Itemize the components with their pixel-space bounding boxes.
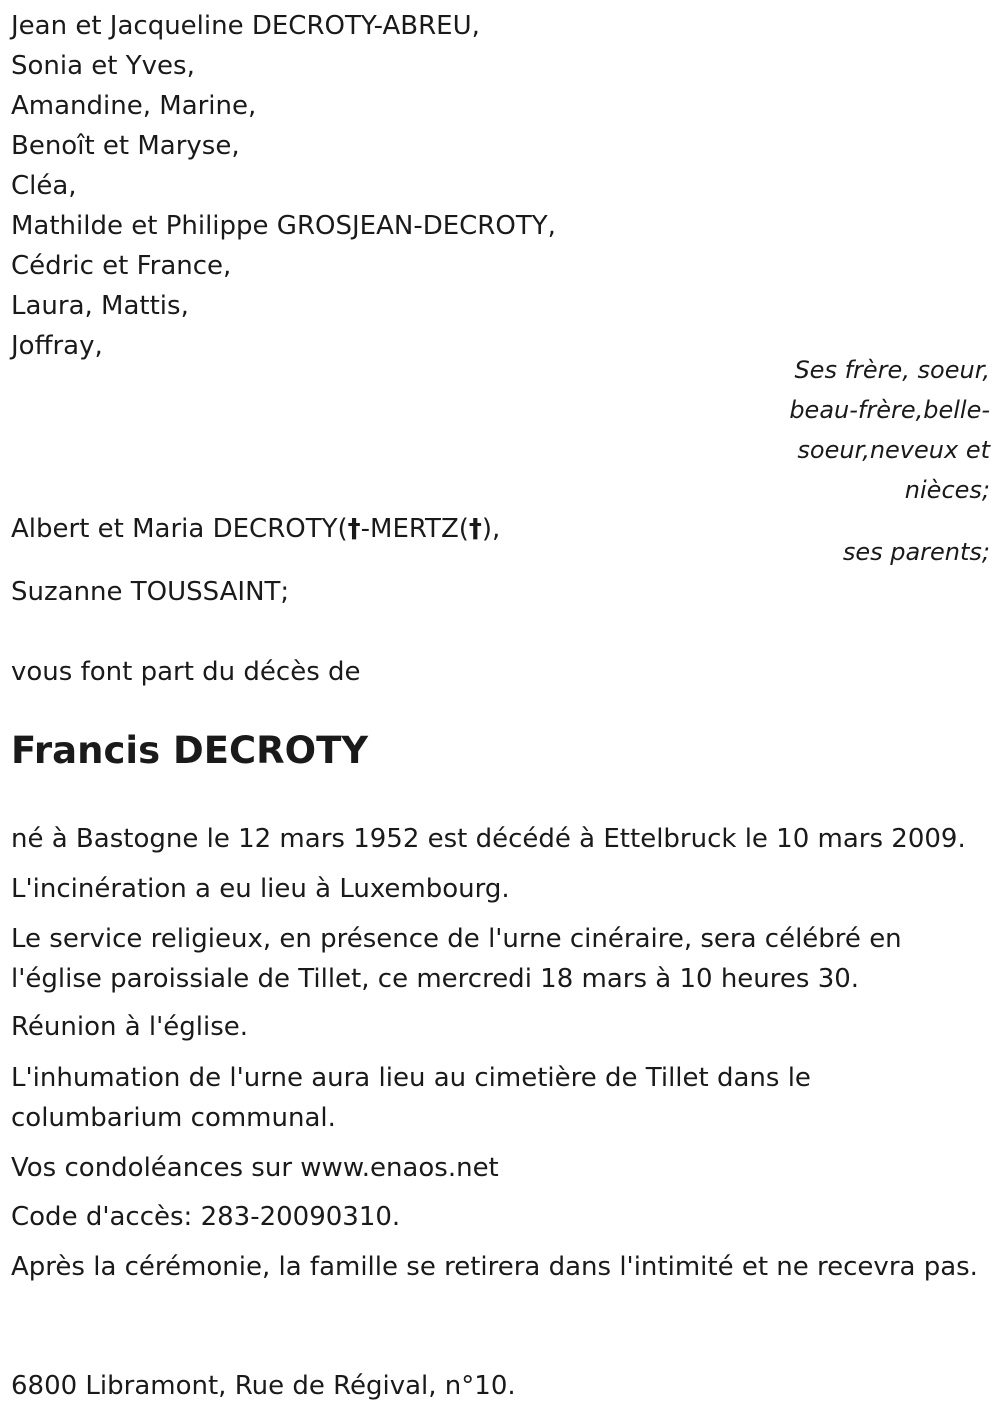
- detail-paragraph: Réunion à l'église.: [11, 1012, 249, 1042]
- family-names-list: [11, 6, 556, 366]
- parents-names-middle: -MERTZ(: [360, 514, 469, 544]
- family-name-line: Joffray,: [11, 331, 103, 361]
- parents-line: [11, 509, 500, 549]
- deceased-name-heading: Francis DECROTY: [11, 729, 369, 772]
- parents-names-suffix: ),: [481, 514, 501, 544]
- announcement-text: vous font part du décès de: [11, 657, 361, 687]
- companion-name: Suzanne TOUSSAINT;: [11, 577, 290, 607]
- parents-names-prefix: Albert et Maria DECROTY(: [11, 514, 348, 544]
- address-text: 6800 Libramont, Rue de Régival, n°10.: [11, 1371, 516, 1401]
- family-name-line: Benoît et Maryse,: [11, 131, 240, 161]
- family-name-line: Cédric et France,: [11, 251, 232, 281]
- family-name-line: Amandine, Marine,: [11, 91, 257, 121]
- access-code-text: Code d'accès: 283-20090310.: [11, 1202, 401, 1232]
- parents-role-label: ses parents;: [842, 538, 990, 566]
- family-name-line: Mathilde et Philippe GROSJEAN-DECROTY,: [11, 211, 556, 241]
- family-name-line: Jean et Jacqueline DECROTY-ABREU,: [11, 11, 480, 41]
- family-role-label: Ses frère, soeur, beau-frère,belle-soeur,neveux et nièces;: [789, 356, 990, 504]
- detail-paragraph: Après la cérémonie, la famille se retirera dans l'intimité et ne recevra pas.: [11, 1252, 978, 1282]
- family-name-line: Laura, Mattis,: [11, 291, 189, 321]
- detail-paragraph: Le service religieux, en présence de l'urne cinéraire, sera célébré en l'église paroissiale de Tillet, ce mercredi 18 mars à 10 heures 30.: [11, 924, 902, 994]
- cross-icon: †: [347, 514, 361, 544]
- detail-paragraph: L'incinération a eu lieu à Luxembourg.: [11, 874, 510, 904]
- family-name-line: Sonia et Yves,: [11, 51, 195, 81]
- cross-icon: †: [468, 514, 482, 544]
- detail-paragraph: L'inhumation de l'urne aura lieu au cimetière de Tillet dans le columbarium communal.: [11, 1063, 811, 1133]
- family-name-line: Cléa,: [11, 171, 77, 201]
- condolences-link-text: Vos condoléances sur www.enaos.net: [11, 1153, 499, 1183]
- detail-paragraph: né à Bastogne le 12 mars 1952 est décédé à Ettelbruck le 10 mars 2009.: [11, 824, 966, 854]
